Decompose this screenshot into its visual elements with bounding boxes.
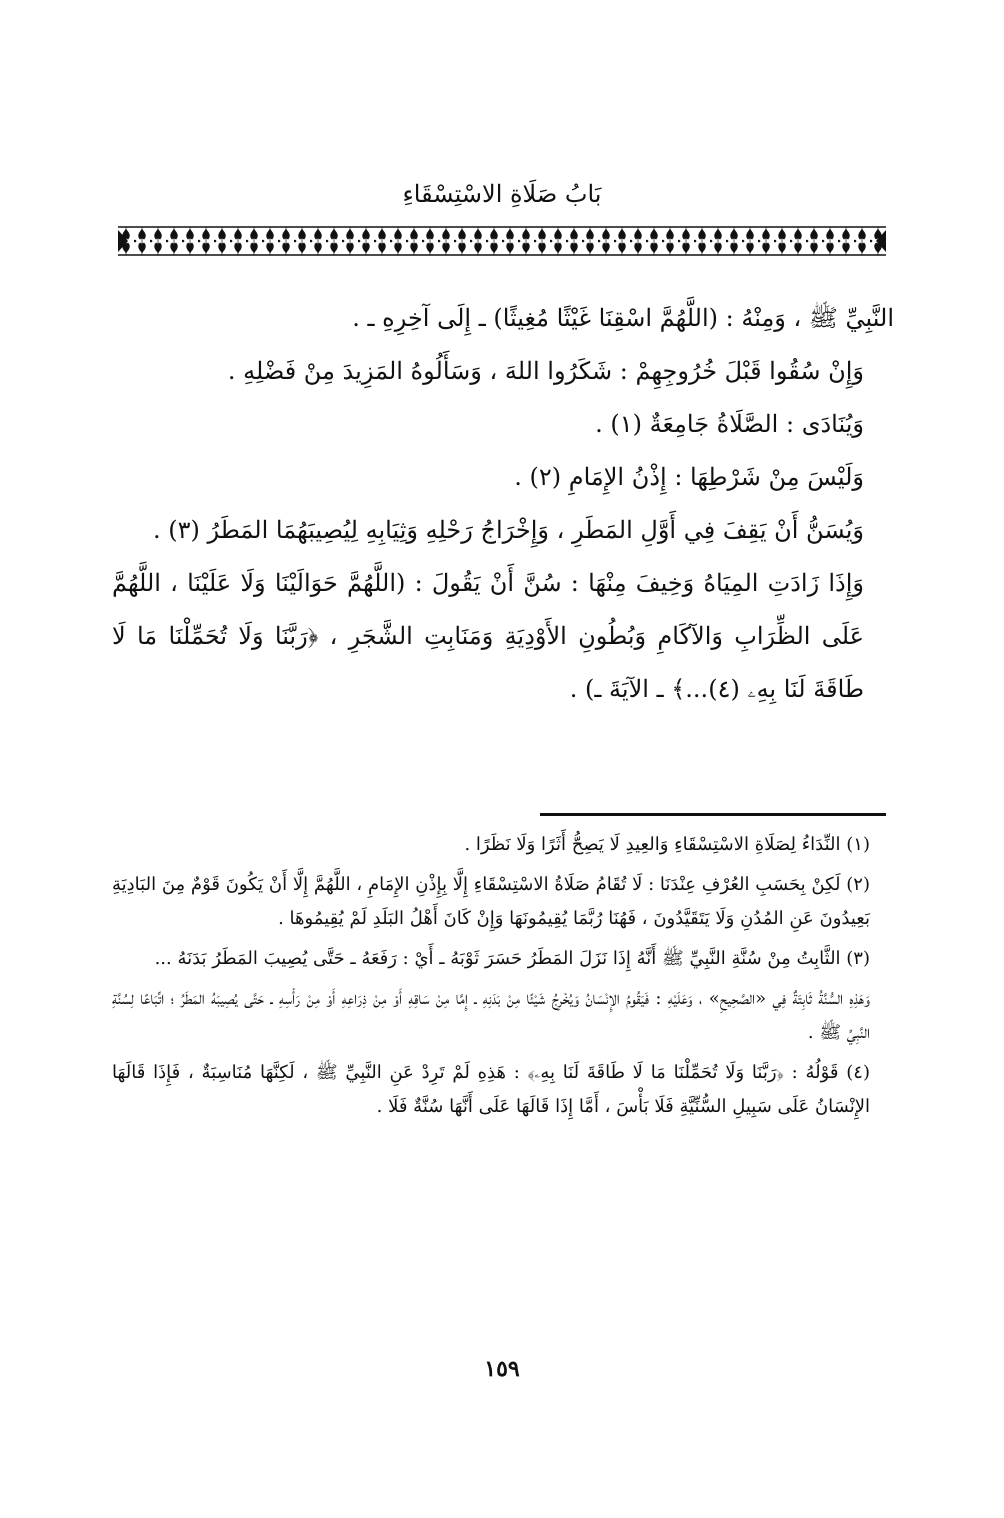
paragraph: وَإِذَا زَادَتِ المِيَاهُ وَخِيفَ مِنْهَا : سُنَّ أَنْ يَقُولَ : (اللَّهُمَّ حَوَالَيْنَا وَلَا عَلَيْنَا ، اللَّهُمَّ عَلَى الظِّرَابِ وَالآكَامِ وَبُطُونِ الأَوْدِيَةِ وَمَنَابِتِ الشَّجَرِ ، ﴿رَبَّنَا وَلَا تُحَمِّلْنَا مَا لَا طَاقَةَ لَنَا بِهِۦ (٤)...﴾ ـ الآيَةَ ـ) . — [112, 569, 864, 703]
footnote: (٣) الثَّابِتُ مِنْ سُنَّةِ النَّبِيِّ ﷺ أَنَّهُ إِذَا نَزَلَ المَطَرُ حَسَرَ ثَوْبَهُ ـ أَيْ : رَفَعَهُ ـ حَتَّى يُصِيبَ المَطَرُ بَدَنَهُ ... — [154, 948, 870, 969]
footnote: (١) النِّدَاءُ لِصَلَاةِ الاسْتِسْقَاءِ وَالعِيدِ لَا يَصِحُّ أَثَرًا وَلَا نَظَرًا . — [464, 834, 870, 855]
footnote-separator — [540, 813, 886, 816]
floral-border-icon — [118, 226, 886, 256]
footnotes — [112, 828, 894, 1130]
page-number: ١٥٩ — [484, 1356, 520, 1382]
footnote-continuation: وَهَذِهِ السُّنَّةُ ثَابِتَةٌ فِي «الصَّحِيحِ» ، وَعَلَيْهِ : فَيَقُومُ الإِنْسَانُ وَيُخْرِجُ شَيْئًا مِنْ بَدَنِهِ ـ إِمَّا مِنْ سَاقِهِ أَوْ مِنْ ذِرَاعِهِ أَوْ مِنْ رَأْسِهِ ـ حَتَّى يُصِيبَهُ المَطَرُ ؛ اتِّبَاعًا لِسُنَّةِ النَّبِيِّ ﷺ . — [112, 988, 870, 1043]
paragraph: وَيُسَنُّ أَنْ يَقِفَ فِي أَوَّلِ المَطَرِ ، وَإِخْرَاجُ رَحْلِهِ وَثِيَابِهِ لِيُصِيبَهُمَا المَطَرُ (٣) . — [152, 516, 864, 544]
paragraph: وَإِنْ سُقُوا قَبْلَ خُرُوجِهِمْ : شَكَرُوا اللهَ ، وَسَأَلُوهُ المَزِيدَ مِنْ فَضْلِهِ . — [227, 357, 864, 385]
paragraph: وَيُنَادَى : الصَّلَاةُ جَامِعَةٌ (١) . — [595, 410, 864, 438]
main-text — [112, 292, 894, 716]
footnote: (٤) قَوْلُهُ : ﴿رَبَّنَا وَلَا تُحَمِّلْنَا مَا لَا طَاقَةَ لَنَا بِهِۦ﴾ : هَذِهِ لَمْ تَرِدْ عَنِ النَّبِيِّ ﷺ ، لَكِنَّهَا مُنَاسِبَةٌ ، فَإِذَا قَالَهَا الإِنْسَانُ عَلَى سَبِيلِ السُّنِّيَّةِ فَلَا بَأْسَ ، أَمَّا إِذَا قَالَهَا عَلَى أَنَّهَا سُنَّةٌ فَلَا . — [112, 1062, 870, 1117]
paragraph: وَلَيْسَ مِنْ شَرْطِهَا : إِذْنُ الإِمَامِ (٢) . — [514, 463, 864, 491]
paragraph: النَّبِيِّ ﷺ ، وَمِنْهُ : (اللَّهُمَّ اسْقِنَا غَيْثًا مُغِيثًا) ـ إِلَى آخِرِهِ ـ . — [352, 304, 894, 332]
footnote: (٢) لَكِنْ بِحَسَبِ العُرْفِ عِنْدَنَا : لَا تُقَامُ صَلَاةُ الاسْتِسْقَاءِ إِلَّا بِإِذْنِ الإِمَامِ ، اللَّهُمَّ إِلَّا أَنْ يَكُونَ قَوْمٌ مِنَ البَادِيَةِ بَعِيدُونَ عَنِ المُدُنِ وَلَا يَتَقَيَّدُونَ ، فَهُنَا رُبَّمَا يُقِيمُونَهَا وَإِنْ كَانَ أَهْلُ البَلَدِ لَمْ يُقِيمُوهَا . — [112, 874, 870, 929]
chapter-title: بَابُ صَلَاةِ الاسْتِسْقَاءِ — [402, 180, 602, 208]
